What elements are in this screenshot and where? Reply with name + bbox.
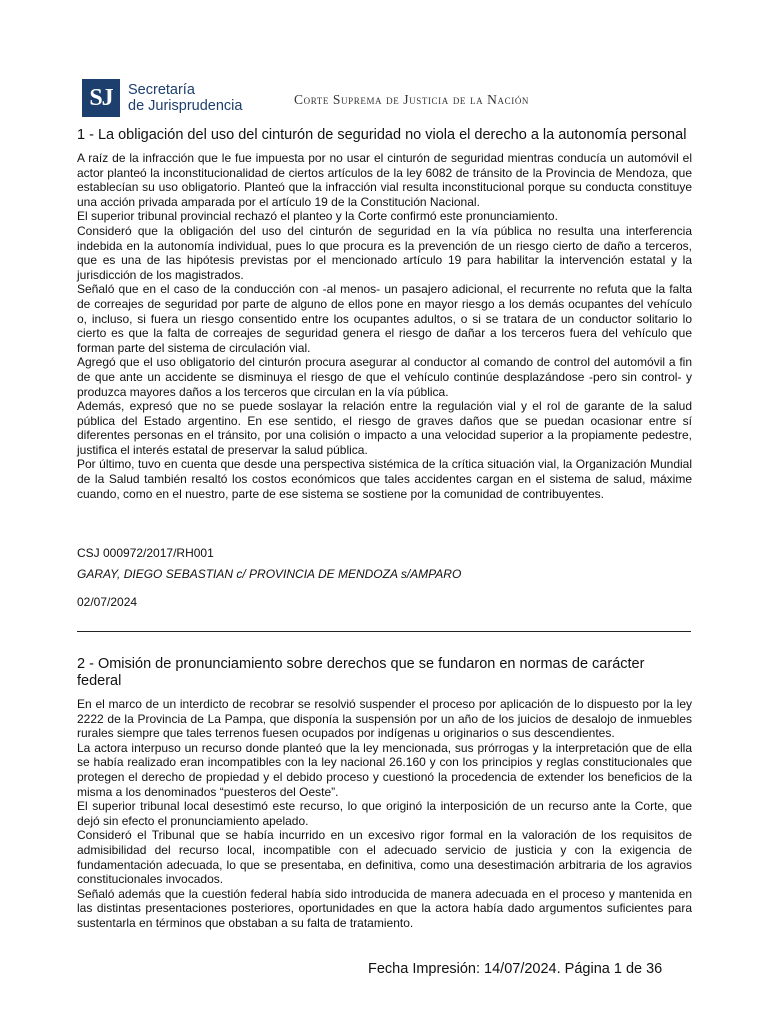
case-id: CSJ 000972/2017/RH001 — [77, 546, 214, 560]
logo-mark: SJ — [82, 79, 120, 117]
section-1-title: 1 - La obligación del uso del cinturón de seguridad no viola el derecho a la autonomía personal — [77, 127, 687, 143]
print-footer: Fecha Impresión: 14/07/2024. Página 1 de 36 — [368, 961, 663, 977]
paragraph: Por último, tuvo en cuenta que desde una perspectiva sistémica de la crítica situación vial, la Organización Mundial de la Salud también resaltó los costos económicos que tales accidentes cargan en el sistema de salud, máxime cuando, como en el nuestro, parte de ese sistema se sostiene por la comunidad de contribuyentes. — [77, 457, 692, 501]
logo-line-2: de Jurisprudencia — [128, 98, 243, 114]
paragraph: La actora interpuso un recurso donde planteó que la ley mencionada, sus prórrogas y la interpretación que de ella se había realizado eran incompatibles con la ley nacional 26.160 y con los principios y reglas constitucionales que protegen el derecho de propiedad y el debido proceso y cuestionó la procedencia de extender los beneficios de la misma a los denominados “puesteros del Oeste”. — [77, 740, 692, 799]
section-1-body — [77, 151, 692, 501]
logo-line-1: Secretaría — [128, 82, 195, 98]
paragraph: Consideró el Tribunal que se había incurrido en un excesivo rigor formal en la valoración de los requisitos de admisibilidad del recurso local, incompatible con el adecuado servicio de justicia y con la exigencia de fundamentación adecuada, lo que se presentaba, en definitiva, como una desestimación arbitraria de los agravios constitucionales invocados. — [77, 828, 692, 887]
paragraph: El superior tribunal provincial rechazó el planteo y la Corte confirmó este pronunciamiento. — [77, 209, 558, 224]
paragraph: A raíz de la infracción que le fue impuesta por no usar el cinturón de seguridad mientras conducía un automóvil el actor planteó la inconstitucionalidad de ciertos artículos de la ley 6082 de tránsito de la Provincia de Mendoza, que establecían su uso obligatorio. Planteó que la infracción vial resulta inconstitucional porque su conducta constituye una acción privada amparada por el artículo 19 de la Constitución Nacional. — [77, 151, 692, 209]
paragraph: Consideró que la obligación del uso del cinturón de seguridad en la vía pública no resulta una interferencia indebida en la autonomía individual, pues lo que procura es la prevención de un riesgo cierto de daño a terceros, que es una de las hipótesis previstas por el mencionado artículo 19 para habilitar la intervención estatal y la jurisdicción de los magistrados. — [77, 223, 692, 282]
page-header — [82, 79, 692, 117]
case-date: 02/07/2024 — [77, 595, 138, 609]
section-2-body — [77, 697, 692, 931]
section-2-title: 2 - Omisión de pronunciamiento sobre derechos que se fundaron en normas de carácter federal — [77, 656, 645, 689]
secretaria-logo — [82, 79, 252, 117]
section-divider — [77, 631, 691, 632]
case-name: GARAY, DIEGO SEBASTIAN c/ PROVINCIA DE MENDOZA s/AMPARO — [77, 567, 462, 581]
section-1 — [77, 127, 692, 501]
paragraph: Señaló que en el caso de la conducción con -al menos- un pasajero adicional, el recurrente no refuta que la falta de correajes de seguridad por parte de alguno de ellos pone en mayor riesgo a los demás ocupantes del vehículo o, incluso, si fuera un riesgo consentido entre los ocupantes adultos, o si se tratara de un conductor solitario lo cierto es que la falta de correajes de seguridad genera el riesgo de dañar a los terceros fuera del vehículo que forman parte del sistema de circulación vial. — [77, 282, 692, 355]
paragraph: En el marco de un interdicto de recobrar se resolvió suspender el proceso por aplicación de lo dispuesto por la ley 2222 de la Provincia de La Pampa, que disponía la suspensión por un año de los juicios de desalojo de inmuebles rurales siempre que tales terrenos fuesen ocupados por indígenas u originarios o sus descendientes. — [77, 697, 692, 741]
logo-text — [128, 82, 242, 114]
paragraph: Señaló además que la cuestión federal había sido introducida de manera adecuada en el proceso y mantenida en las distintas presentaciones posteriores, oportunidades en que la actora había dado argumentos suficientes para sustentarla en términos que obstaban a su falta de tratamiento. — [77, 886, 692, 930]
paragraph: Agregó que el uso obligatorio del cinturón procura asegurar al conductor al comando de control del automóvil a fin de que ante un accidente se disminuya el riesgo de que el vehículo continúe desplazándose -pero sin control- y produzca mayores daños a los terceros que circulan en la vía pública. — [77, 355, 692, 399]
court-name: Corte Suprema de Justicia de la Nación — [294, 92, 530, 107]
paragraph: Además, expresó que no se puede soslayar la relación entre la regulación vial y el rol de garante de la salud pública del Estado argentino. En ese sentido, el riesgo de graves daños que se puedan ocasionar entre sí diferentes personas en el tránsito, por una colisión o impacto a una velocidad superior a la propiamente pedestre, justifica el interés estatal de preservar la salud pública. — [77, 399, 692, 457]
section-2 — [77, 656, 692, 931]
paragraph: El superior tribunal local desestimó este recurso, lo que originó la interposición de un recurso ante la Corte, que dejó sin efecto el pronunciamiento apelado. — [77, 799, 692, 828]
